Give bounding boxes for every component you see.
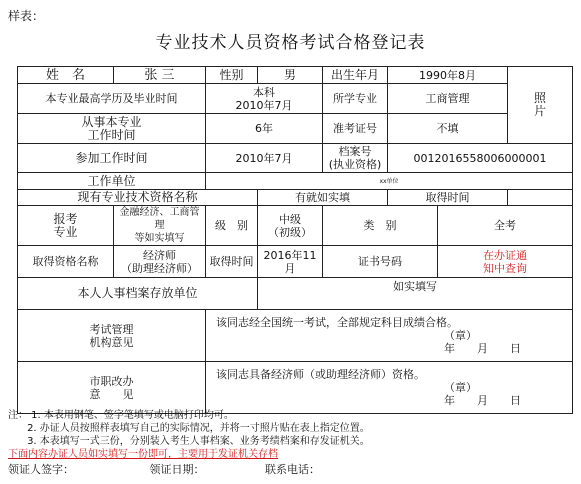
hr-office-date: 年 月 日 [444,394,521,407]
join-work-value: 2010年7月 [206,144,323,173]
admission-value: 不填 [388,114,508,144]
employer-label: 工作单位 [18,173,206,190]
cert-no-value-1: 在办证通 [483,248,527,262]
major-label: 所学专业 [323,84,388,114]
exam-major-label-2: 专业 [53,224,78,239]
exam-mgmt-label [18,310,206,362]
exam-major-value-1: 金融经济、工商管理 [119,207,200,231]
admission-label: 准考证号 [323,114,388,144]
exam-mgmt-label-2: 机构意见 [89,335,134,349]
hr-office-seal: （章） [444,381,477,394]
phone-label: 联系电话： [265,463,320,476]
exam-mgmt-opinion [206,310,573,362]
employer-value: xx单位 [206,173,573,190]
join-work-label: 参加工作时间 [18,144,206,173]
exam-major-label-1: 报考 [53,211,78,226]
level-value [258,206,323,246]
exam-mgmt-date: 年 月 日 [444,342,521,355]
exam-mgmt-label-1: 考试管理 [89,322,134,336]
file-no-value: 0012016558006000001 [388,144,573,173]
exam-major-value [114,206,206,246]
note-red-archive: 下面内容办证人员如实填写一份即可，主要用于发证机关存档 [8,449,278,460]
photo-box [508,67,573,144]
obtain-time-label: 取得时间 [388,190,508,206]
education-date: 2010年7月 [235,98,293,112]
photo-label-2: 片 [533,104,546,118]
cert-no-label: 证书号码 [323,246,438,278]
work-start-label [18,114,206,144]
file-no-label [323,144,388,173]
name-value: 张 三 [114,67,206,84]
hr-office-label-1: 市职改办 [89,374,134,388]
note-3: 3. 本表填写一式三份，分别装入考生人事档案、业务考绩档案和存发证机关。 [8,436,370,447]
obtain-time-value [508,190,573,206]
registration-form-table [17,66,573,414]
gender-value: 男 [258,67,323,84]
hr-office-label-2: 意 见 [89,387,134,401]
name-label: 姓 名 [18,67,114,84]
qual-name-value [114,246,206,278]
major-value: 工商管理 [388,84,508,114]
note-1: 注： 1. 本表用钢笔、签字笔填写或电脑打印均可。 [8,410,234,421]
sample-label: 样表： [8,9,45,23]
qual-name-label: 取得资格名称 [18,246,114,278]
exam-major-label [18,206,114,246]
archive-unit-label: 本人人事档案存放单位 [18,278,258,310]
birth-value: 1990年8月 [388,67,508,84]
hr-office-text: 该同志具备经济师（或助理经济师）资格。 [216,368,425,381]
level-label: 级 别 [206,206,258,246]
birth-label: 出生年月 [323,67,388,84]
archive-unit-value: 如实填写 [258,278,573,310]
file-no-label-1: 档案号 [338,145,372,158]
note-2: 2. 办证人员按照样表填写自己的实际情况，并将一寸照片贴在表上指定位置。 [8,423,370,434]
qual-name-value-2: （助理经济师） [121,261,198,275]
level-value-2: （初级） [268,225,312,239]
level-value-1: 中级 [279,212,301,226]
notes-section [8,409,578,461]
acquire-time-label: 取得时间 [206,246,258,278]
category-label: 类 别 [323,206,438,246]
education-degree: 本科 [253,85,275,99]
current-qual-value: 有就如实填 [258,190,388,206]
photo-label-1: 照 [533,91,546,105]
footer-signature-row [8,461,320,477]
qual-name-value-1: 经济师 [143,248,176,262]
signer-label: 领证人签字： [8,463,74,476]
education-label: 本专业最高学历及毕业时间 [18,84,206,114]
hr-office-opinion [206,362,573,414]
date-label: 领证日期： [149,463,205,476]
work-start-label-1: 从事本专业 [81,114,142,129]
acquire-time-value: 2016年11月 [258,246,323,278]
exam-mgmt-text: 该同志经全国统一考试，全部规定科目成绩合格。 [216,316,458,329]
education-value [206,84,323,114]
hr-office-label [18,362,206,414]
work-years-value: 6年 [206,114,323,144]
work-start-label-2: 工作时间 [87,127,136,142]
cert-no-value-2: 知中查询 [483,261,527,275]
exam-mgmt-seal: （章） [444,329,477,342]
file-no-label-2: (执业资格) [328,158,382,171]
gender-label: 性别 [206,67,258,84]
current-qual-label: 现有专业技术资格名称 [18,190,258,206]
category-value: 全考 [438,206,573,246]
cert-no-value [438,246,573,278]
exam-major-value-2: 等如实填写 [134,233,185,244]
form-title: 专业技术人员资格考试合格登记表 [155,33,426,53]
